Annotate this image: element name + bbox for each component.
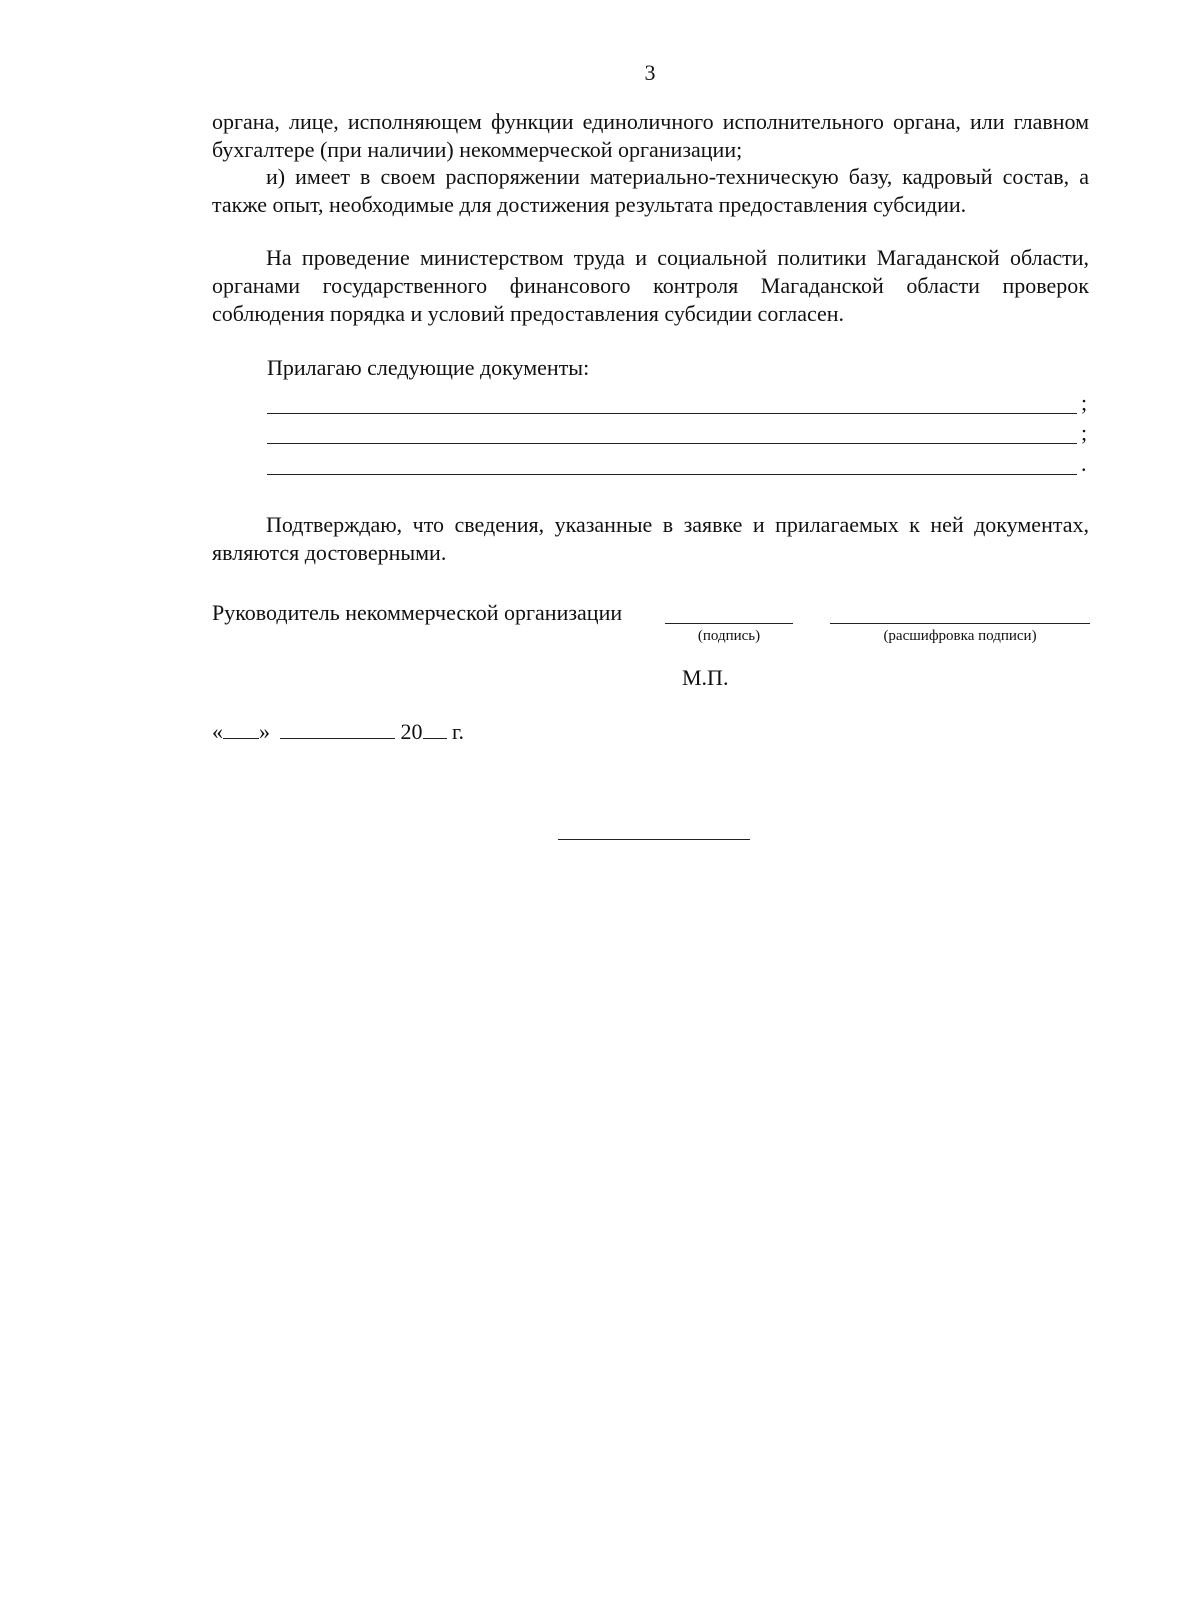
date-year-blank[interactable] [423,720,447,739]
end-of-document-rule [558,839,750,840]
signature-decode-caption: (расшифровка подписи) [883,628,1037,644]
signature-line[interactable] [665,623,793,624]
date-day-blank[interactable] [223,720,259,739]
page-number: 3 [644,60,656,85]
date-year-suffix: г. [452,719,465,744]
attachment-line-3-end: . [1081,451,1087,476]
date-open-quote: « [212,719,223,744]
date-row [212,719,464,745]
date-close-quote: » [259,719,270,744]
head-of-organization-label: Руководитель некоммерческой организации [212,600,623,625]
date-month-blank[interactable] [280,720,395,739]
signature-caption: (подпись) [697,628,761,644]
paragraph-confirmation: Подтверждаю, что сведения, указанные в заявке и прилагаемых к ней документах, являются достоверными. [212,512,1089,565]
paragraph-inspection-consent: На проведение министерством труда и социальной политики Магаданской области, органами государственного финансового контроля Магаданской области проверок соблюдения порядка и условий предоставления субсидии согласен. [212,245,1089,326]
signature-decode-line[interactable] [830,623,1090,624]
attachment-line-2-end: ; [1081,420,1088,445]
attachment-line-3[interactable] [267,474,1077,475]
attachment-line-1-end: ; [1081,390,1088,415]
attachments-label: Прилагаю следующие документы: [267,355,590,380]
attachment-line-2[interactable] [267,443,1077,444]
paragraph-resources: и) имеет в своем распоряжении материально-техническую базу, кадровый состав, а также опыт, необходимые для достижения результата предоставления субсидии. [212,164,1089,217]
attachment-line-1[interactable] [267,413,1077,414]
paragraph-officers: органа, лице, исполняющем функции единоличного исполнительного органа, или главном бухгалтере (при наличии) некоммерческой организации; [212,109,1089,162]
date-year-prefix: 20 [400,719,423,744]
stamp-place: М.П. [682,665,729,690]
